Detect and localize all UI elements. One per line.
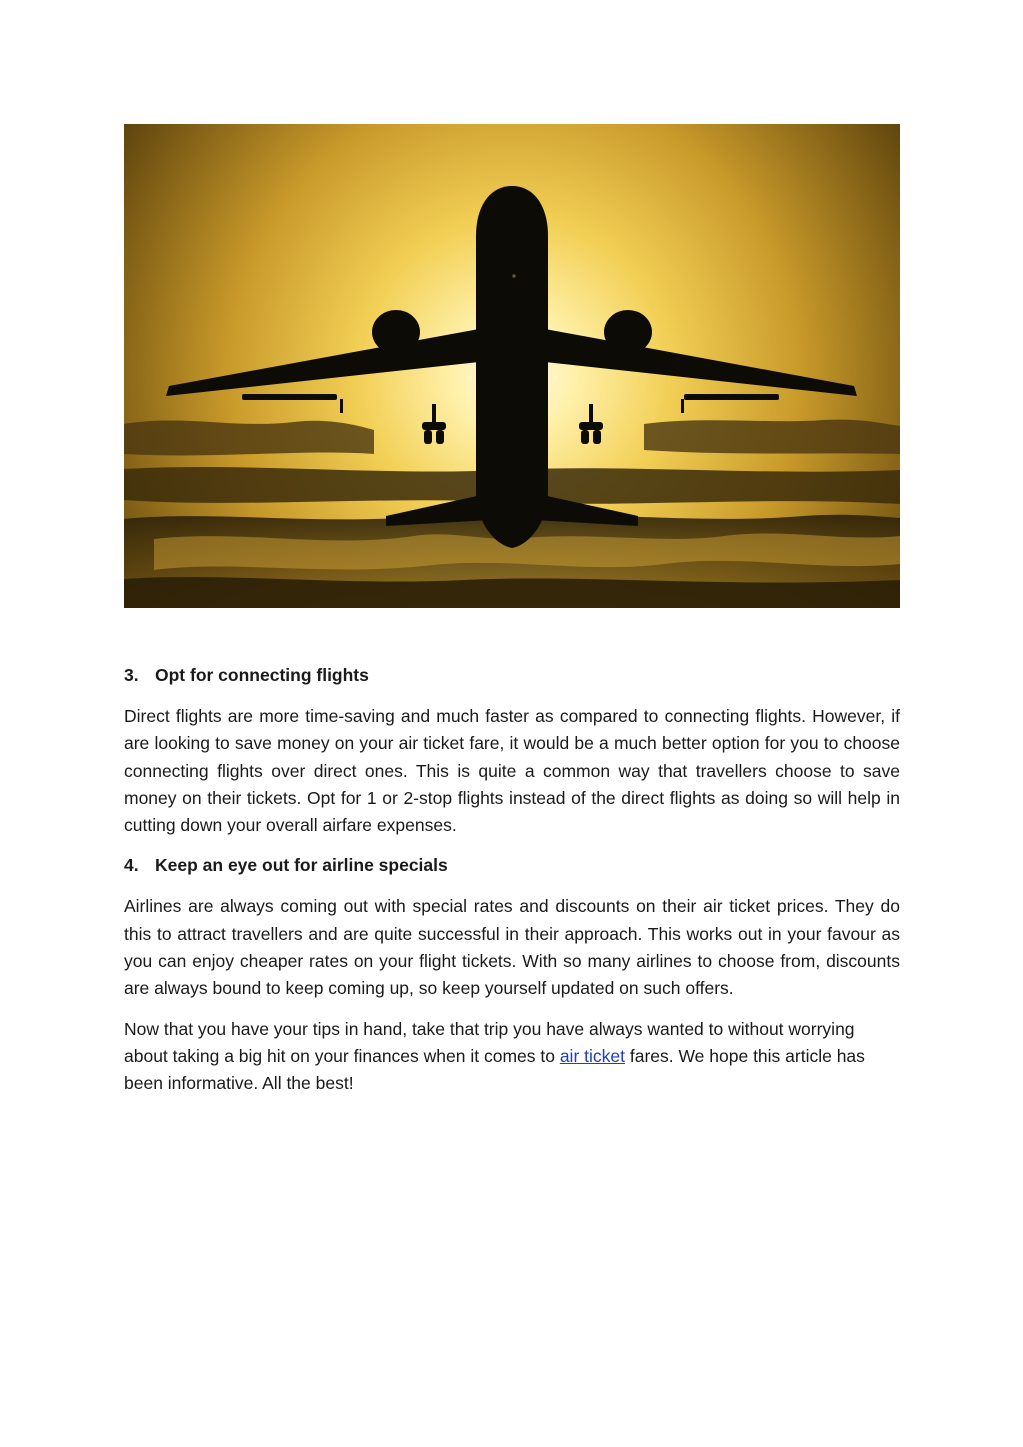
section-3-paragraph: Direct flights are more time-saving and much faster as compared to connecting flights. However, if are looking to save money on your air ticket fare, it would be a much better option for you to choose connecting flights over direct ones. This is quite a common way that travellers choose to save money on their tickets. Opt for 1 or 2-stop flights instead of the direct flights as doing so will help in cutting down your overall airfare expenses.	[124, 706, 900, 836]
section-4-title: Keep an eye out for airline specials	[155, 855, 448, 876]
section-3-title: Opt for connecting flights	[155, 665, 369, 685]
air-ticket-link[interactable]: air ticket	[559, 1045, 625, 1066]
closing-text-before-link: Now that you have your tips in hand, take that trip you have always wanted to without worrying about taking a big hit on your finances when it comes to	[124, 1018, 855, 1066]
airplane-photo	[124, 124, 900, 608]
closing-text-after-link: fares. We hope this article has been informative. All the best!	[124, 1045, 865, 1094]
section-3-heading	[124, 662, 900, 689]
section-4-paragraph: Airlines are always coming out with special rates and discounts on their air ticket prices. They do this to attract travellers and are quite successful in their approach. This works out in your favour as you can enjoy cheaper rates on your flight tickets. With so many airlines to choose from, discounts are always bound to keep coming up, so keep yourself updated on such offers.	[124, 896, 900, 999]
section-4-heading	[124, 852, 900, 879]
closing-paragraph	[124, 1016, 900, 1098]
section-4-number: 4.	[124, 855, 139, 876]
airplane-silhouette-icon	[124, 124, 900, 608]
article-body	[124, 662, 900, 1111]
section-3-number: 3.	[124, 665, 139, 685]
